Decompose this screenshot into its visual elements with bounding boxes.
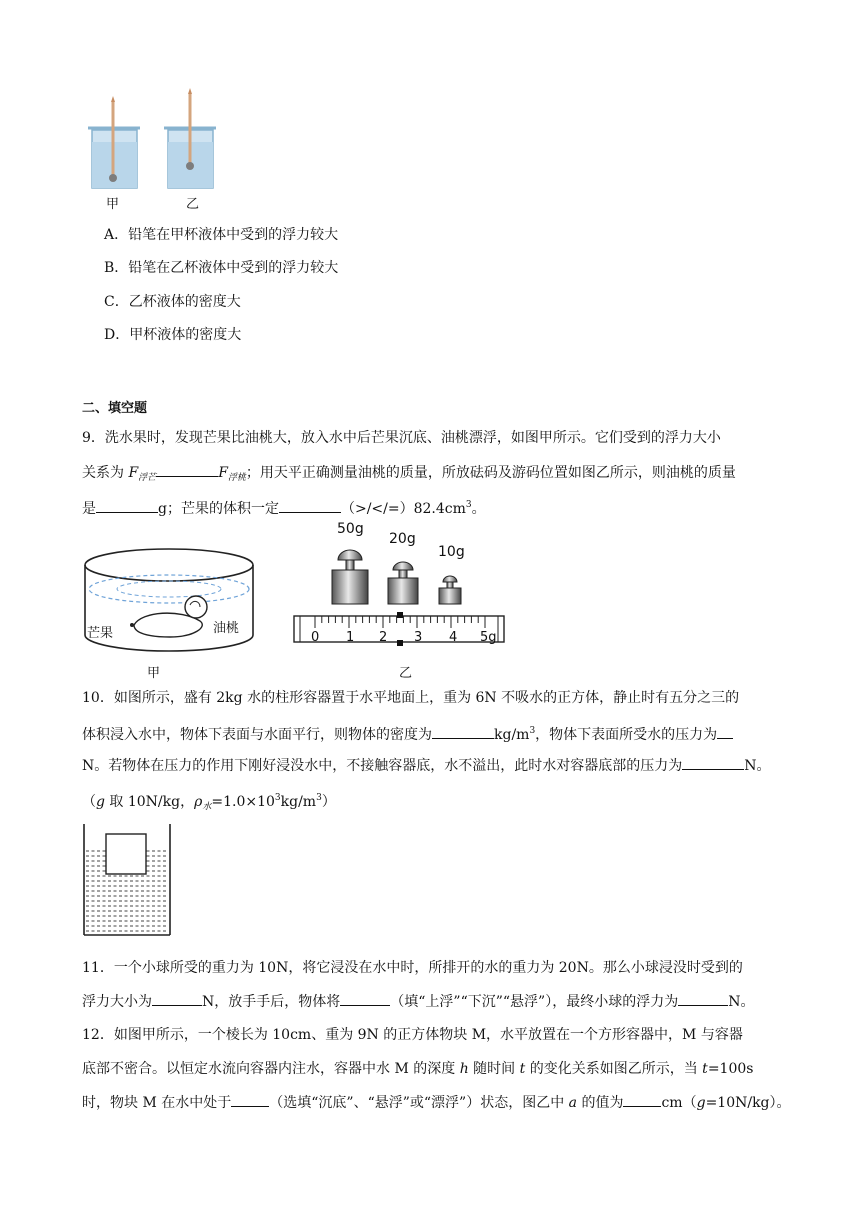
ruler-label-5: 5g xyxy=(480,630,497,645)
basin-figure xyxy=(82,545,257,660)
beaker-right-label: 乙 xyxy=(186,197,200,212)
q9-blank-1[interactable] xyxy=(156,462,218,477)
q11-blank-3[interactable] xyxy=(678,991,728,1006)
q11-blank-1[interactable] xyxy=(152,991,202,1006)
q11-line1: 11．一个小球所受的重力为 10N，将它浸没在水中时，所排开的水的重力为 20N。那么小球浸没时受到的 xyxy=(82,960,743,976)
q9-line1: 9．洗水果时，发现芒果比油桃大，放入水中后芒果沉底、油桃漂浮，如图甲所示。它们受到的浮力大小 xyxy=(82,430,721,446)
q12-blank-1[interactable] xyxy=(231,1092,269,1107)
mango-label: 芒果 xyxy=(87,626,114,641)
q10-line1: 10．如图所示，盛有 2kg 水的柱形容器置于水平地面上，重为 6N 不吸水的正方体，静止时有五分之三的 xyxy=(82,690,740,706)
option-a: A．铅笔在甲杯液体中受到的浮力较大 xyxy=(104,227,339,243)
basin-label: 甲 xyxy=(147,666,161,681)
ruler-label-1: 1 xyxy=(346,630,355,645)
ruler-label-4: 4 xyxy=(449,630,458,645)
q9-line3: 是 g；芒果的体积一定 $(>/</=)82.4cm^3$。 xyxy=(82,500,486,517)
weight-20g xyxy=(388,562,418,604)
ruler-label-3: 3 xyxy=(414,630,423,645)
weight-10g-label: 10g xyxy=(438,544,465,560)
beaker-left xyxy=(88,96,140,188)
weights-ruler-figure xyxy=(290,540,510,655)
weight-20g-label: 20g xyxy=(389,531,416,547)
q12-blank-2[interactable] xyxy=(623,1092,661,1107)
ruler-label-2: 2 xyxy=(379,630,388,645)
option-b: B．铅笔在乙杯液体中受到的浮力较大 xyxy=(104,260,339,276)
beaker-left-label: 甲 xyxy=(106,197,120,212)
weight-50g xyxy=(332,550,368,604)
rider-ruler xyxy=(294,612,504,646)
peach-label: 油桃 xyxy=(213,621,240,636)
container-figure xyxy=(82,824,174,939)
q12-line1: 12．如图甲所示，一个棱长为 10cm、重为 9N 的正方体物块 M，水平放置在一个方形容器中，M 与容器 xyxy=(82,1027,743,1043)
q12-line3: 时，物块 M 在水中处于 （选填“沉底”、“悬浮”或“漂浮”）状态，图乙中 a 的值为 cm（g=10N/kg）。 xyxy=(82,1092,791,1113)
q10-blank-2[interactable] xyxy=(717,724,733,739)
q10-line4: （g 取 10N/kg，$\rho_水=1.0\times 10^3kg/m^3$） xyxy=(82,793,336,812)
q10-line3: N。若物体在压力的作用下刚好浸没水中，不接触容器底，水不溢出，此时水对容器底部的压力为 N。 xyxy=(82,755,771,776)
beakers-figure xyxy=(80,88,230,213)
weight-10g xyxy=(439,576,461,604)
ruler-label-0: 0 xyxy=(311,630,320,645)
section-heading: 二、填空题 xyxy=(82,401,148,416)
q9-blank-2[interactable] xyxy=(96,498,158,513)
q12-line2: 底部不密合。以恒定水流向容器内注水，容器中水 M 的深度 h 随时间 t 的变化关系如图乙所示，当 t=100s xyxy=(82,1061,754,1077)
weight-50g-label: 50g xyxy=(337,521,364,537)
q9-line2: 关系为 $F_{浮芒}$ $F_{浮桃}$；用天平正确测量油桃的质量，所放砝码及游码位置如图乙所示，则油桃的质量 xyxy=(82,462,736,488)
option-c: C．乙杯液体的密度大 xyxy=(104,294,241,310)
q9-blank-3[interactable] xyxy=(279,498,341,513)
option-d: D．甲杯液体的密度大 xyxy=(104,327,242,343)
q10-line2: 体积浸入水中，物体下表面与水面平行，则物体的密度为 $kg/m^3$，物体下表面所受水的压力为 xyxy=(82,721,733,745)
beaker-right xyxy=(164,88,216,188)
ruler-figure-label: 乙 xyxy=(399,666,413,681)
q11-blank-2[interactable] xyxy=(340,991,390,1006)
q10-blank-1[interactable] xyxy=(432,724,494,739)
q11-line2: 浮力大小为 N，放手手后，物体将 （填“上浮”“下沉”“悬浮”），最终小球的浮力为 N。 xyxy=(82,991,754,1012)
q10-blank-3[interactable] xyxy=(682,755,744,770)
